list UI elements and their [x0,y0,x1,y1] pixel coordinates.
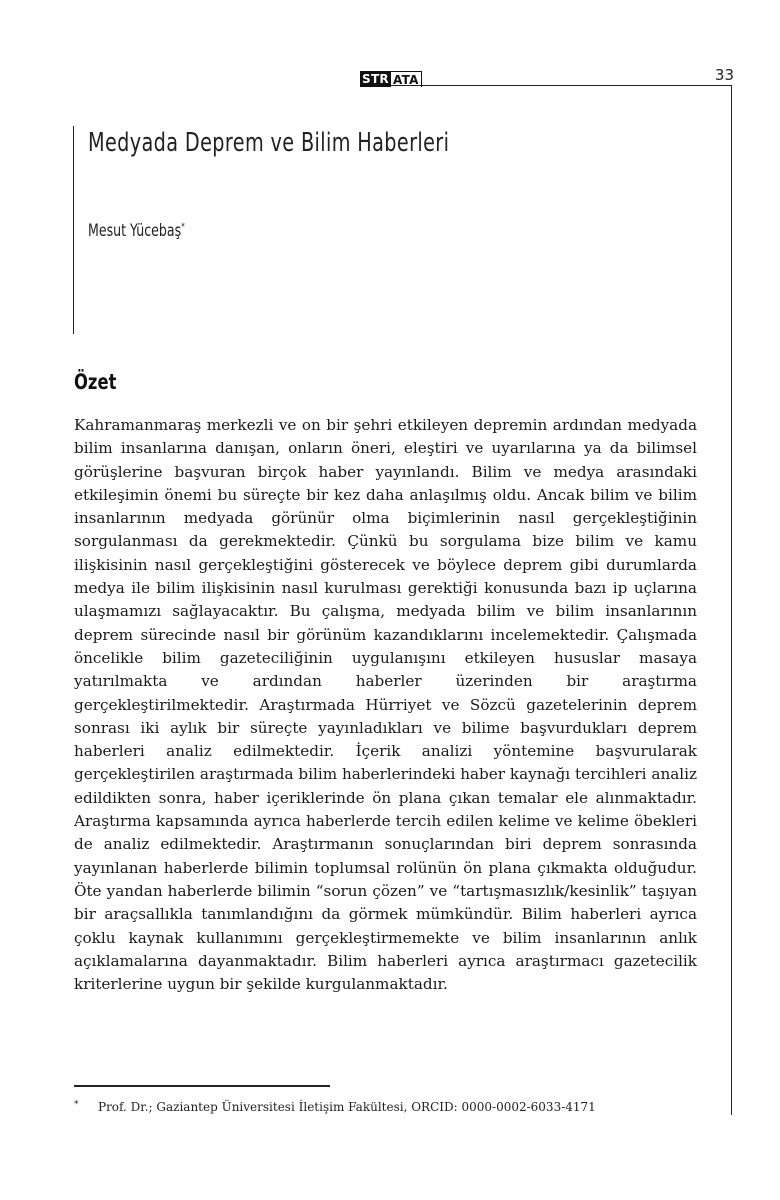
journal-logo-light-part: ATA [391,71,422,87]
abstract-body: Kahramanmaraş merkezli ve on bir şehri etkileyen depremin ardından medyada bilim insanlarına danışan, onların öneri, eleştiri ve uyarılarına ya da bilimsel görüşlerine başvuran birçok haber yayınlandı. Bilim ve medya arasındaki etkileşimin önemi bu süreçte bir kez daha anlaşılmış oldu. Ancak bilim ve bilim insanlarının medyada görünür olma biçimlerinin nasıl gerçekleştiğinin sorgulanması da gerekmektedir. Çünkü bu sorgulama bize bilim ve kamu ilişkisinin nasıl gerçekleştiğini gösterecek ve böylece deprem gibi durumlarda medya ile bilim ilişkisinin nasıl kurulması gerektiği konusunda bazı ip uçlarına ulaşmamızı sağlayacaktır. Bu çalışma, medyada bilim ve bilim insanlarının deprem sürecinde nasıl bir görünüm kazandıklarını incelemektedir. Çalışmada öncelikle bilim gazeteciliğinin uygulanışını etkileyen hususlar masaya yatırılmakta ve ardından haberler üzerinden bir araştırma gerçekleştirilmektedir. Araştırmada Hürriyet ve Sözcü gazetelerinin deprem sonrası iki aylık bir süreçte yayınladıkları ve bilime başvurdukları deprem haberleri analiz edilmektedir. İçerik analizi yöntemine başvurularak gerçekleştirilen araştırmada bilim haberlerindeki haber kaynağı tercihleri analiz edildikten sonra, haber içeriklerinde ön plana çıkan temalar ele alınmaktadır. Araştırma kapsamında ayrıca haberlerde tercih edilen kelime ve kelime öbekleri de analiz edilmektedir. Araştırmanın sonuçlarından biri deprem sonrasında yayınlanan haberlerde bilimin toplumsal rolünün ön plana çıkmakta olduğudur. Öte yandan haberlerde bilimin “sorun çözen” ve “tartışmasızlık/kesinlik” taşıyan bir araçsallıkla tanımlandığını da görmek mümkündür. Bilim haberleri ayrıca çoklu kaynak kullanımını gerçekleştirmemekte ve bilim insanlarının anlık açıklamalarına dayanmaktadır. Bilim haberleri ayrıca araştırmacı gazetecilik kriterlerine uygun bir şekilde kurgulanmaktadır. [74,416,697,994]
title-side-rule [73,126,74,334]
journal-logo-dark-part: STR [362,72,389,86]
footnote [74,1100,596,1114]
author-name: Mesut Yücebaş [88,221,182,241]
journal-logo [360,71,422,87]
author-line [88,221,185,241]
page-number: 33 [714,66,734,84]
abstract-heading: Özet [74,370,117,394]
author-footnote-mark: * [181,221,185,233]
footnote-rule [74,1085,330,1087]
footnote-mark: * [74,1100,79,1110]
article-title: Medyada Deprem ve Bilim Haberleri [88,128,450,158]
footnote-text: Prof. Dr.; Gaziantep Üniversitesi İletişim Fakültesi, ORCID: 0000-0002-6033-4171 [98,1100,596,1114]
page-margin-rule [731,85,732,1115]
